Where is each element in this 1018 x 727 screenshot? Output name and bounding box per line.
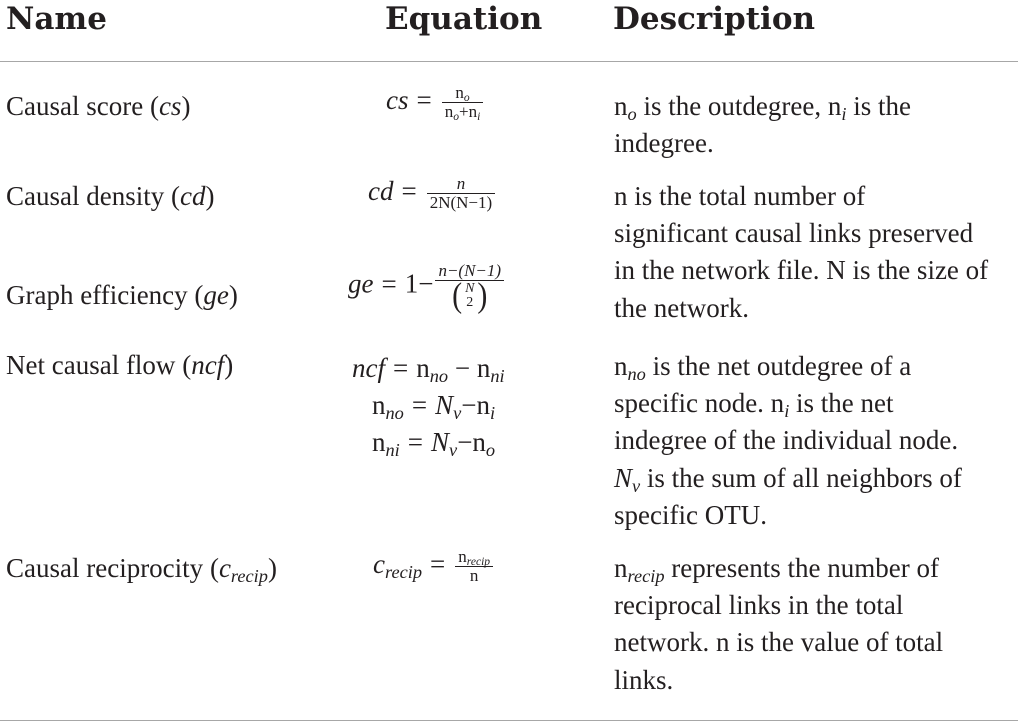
equation-causal-density: cd = $\frac{n}{2N(N-1)}$ bbox=[368, 173, 497, 212]
header-description: Description bbox=[613, 1, 816, 37]
equation-graph-efficiency: ge = 1− n−(N−1) ( N 2 ) bbox=[348, 262, 506, 311]
binomial: ( N 2 ) bbox=[452, 276, 488, 315]
equation-causal-reciprocity: $c_{recip}$ = $\frac{n_{recip}}{n}$ bbox=[373, 546, 495, 585]
equation-causal-score: cs = $\frac{n_o}{n_o+n_i}$ bbox=[386, 82, 485, 121]
fraction: $\frac{n}{2N(N-1)}$ bbox=[427, 175, 495, 212]
row-name-net-causal-flow: Net causal flow (ncf) bbox=[6, 350, 234, 380]
fraction: n−(N−1) ( N 2 ) bbox=[435, 262, 504, 311]
fraction: $\frac{n_o}{n_o+n_i}$ bbox=[442, 84, 484, 121]
equation-net-causal-flow-3: $n_{ni} = N_v-n_o$ bbox=[372, 427, 496, 461]
row-name-causal-reciprocity: Causal reciprocity $(c_{recip})$ bbox=[6, 553, 277, 587]
equation-net-causal-flow-2: $n_{no} = N_v-n_i$ bbox=[372, 390, 496, 424]
header-rule bbox=[0, 61, 1018, 62]
description-net-causal-flow: $n_{no}$ is the net outdegree of a specific node. $n_i$ is the net indegree of the individual node. $N_v$ is the sum of all neighbors of specific OTU. bbox=[614, 351, 962, 530]
header-equation: Equation bbox=[385, 1, 543, 37]
description-causal-score: $n_o$ is the outdegree, $n_i$ is the indegree. bbox=[614, 91, 911, 159]
row-name-causal-score: Causal score (cs) bbox=[6, 91, 191, 121]
equation-net-causal-flow-1: ncf = $n_{no} - n_{ni}$ bbox=[352, 353, 505, 387]
row-name-causal-density: Causal density (cd) bbox=[6, 181, 215, 211]
description-causal-reciprocity: $n_{recip}$ represents the number of reciprocal links in the total network. n is the value of total links. bbox=[614, 553, 944, 695]
description-causal-density-graph-efficiency: n is the total number of significant causal links preserved in the network file. N is the size of the network. bbox=[614, 181, 989, 323]
bottom-rule bbox=[0, 720, 1018, 721]
header-name: Name bbox=[6, 1, 107, 37]
row-name-graph-efficiency: Graph efficiency (ge) bbox=[6, 280, 238, 310]
fraction: $\frac{n_{recip}}{n}$ bbox=[455, 548, 493, 585]
